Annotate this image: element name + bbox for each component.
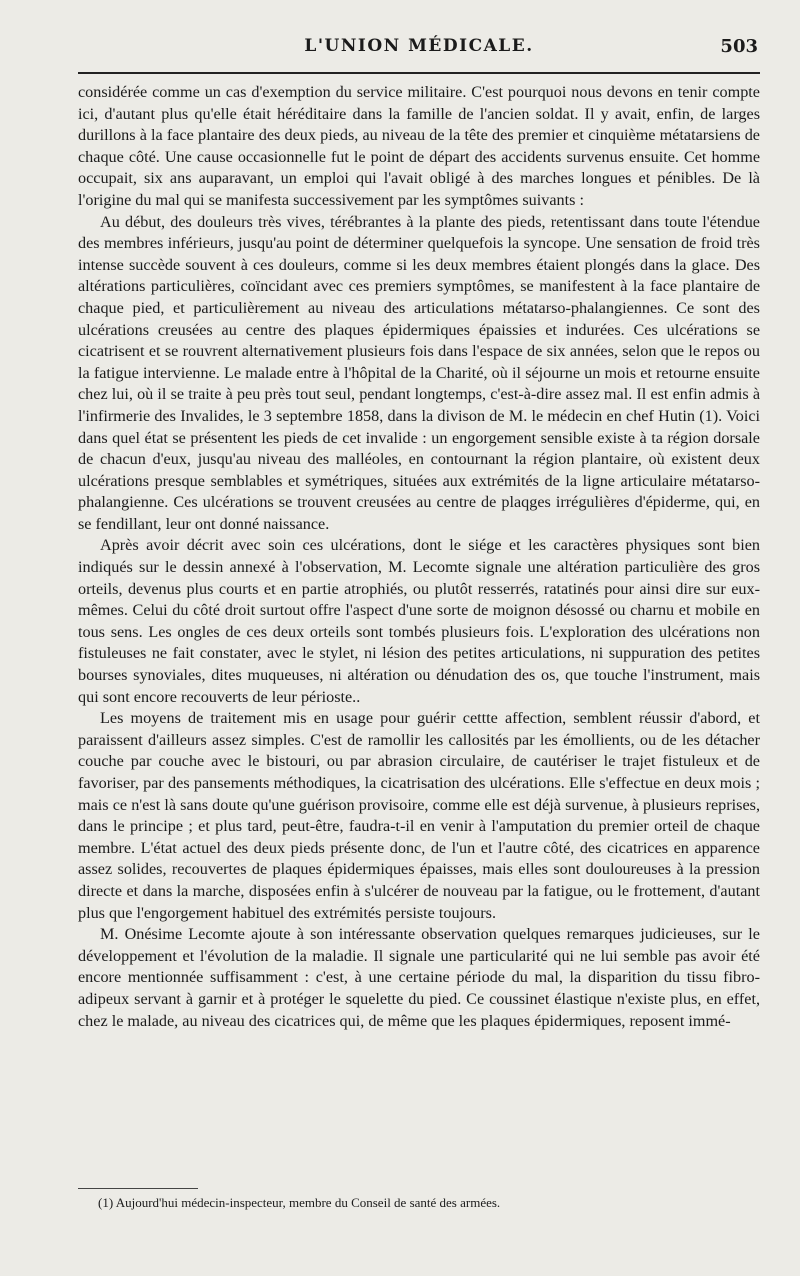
page-header bbox=[78, 30, 760, 64]
paragraph-2: Au début, des douleurs très vives, térébrantes à la plante des pieds, retentissant dans toute l'étendue des membres inférieurs, jusqu'au point de déterminer quelquefois la syncope. Une sensation de froid très intense succède souvent à ces douleurs, comme si les deux membres étaient plongés dans la glace. Des altérations particulières, coïncidant avec ces premiers symptômes, se manifestent à la face plantaire de chaque pied, et particulièrement au niveau des articulations métatarso-phalangiennes. Ce sont des ulcérations creusées au centre des plaques épidermiques épaissies et indurées. Ces ulcérations se cicatrisent et se rouvrent alternativement plusieurs fois dans l'espace de six années, selon que le repos ou la fatigue intervienne. Le malade entre à l'hôpital de la Charité, où il séjourne un mois et retourne ensuite chez lui, où il se traite à peu près tout seul, pendant longtemps, c'est-à-dire assez mal. Il est enfin admis à l'infirmerie des Invalides, le 3 septembre 1858, dans la divison de M. le médecin en chef Hutin (1). Voici dans quel état se présentent les pieds de cet invalide : un engorgement sensible existe à ta région dorsale de chacun d'eux, jusqu'au niveau des malléoles, en contournant la région plantaire, où existent deux ulcérations presque semblables et symétriques, situées aux extrémités de la ligne articulaire métatarso-phalangienne. Ces ulcérations se trouvent creusées au centre de plaqges irrégulières d'épiderme, qui, en se fendillant, leur ont donné naissance. bbox=[78, 212, 760, 533]
page-number: 503 bbox=[720, 36, 758, 57]
paragraph-1: considérée comme un cas d'exemption du service militaire. C'est pourquoi nous devons en tenir compte ici, d'autant plus qu'elle était héréditaire dans la famille de l'ancien soldat. Il y avait, enfin, de larges durillons à la face plantaire des deux pieds, au niveau de la tête des premier et cinquième métatarsiens de chaque côté. Une cause occasionnelle fut le point de départ des accidents survenus ensuite. Cet homme occupait, six ans auparavant, un emploi qui l'avait obligé à des marches longues et pénibles. De là l'origine du mal qui se manifesta successivement par les symptômes suivants : bbox=[78, 83, 760, 209]
body-text bbox=[78, 82, 760, 1032]
paragraph-5: M. Onésime Lecomte ajoute à son intéressante observation quelques remarques judicieuses, sur le développement et l'évolution de la maladie. Il signale une particularité qui ne lui semble pas avoir été encore mentionnée suffisamment : c'est, à une certaine période du mal, la disparition du tissu fibro-adipeux servant à garnir et à protéger le squelette du pied. Ce coussinet élastique n'existe plus, en effet, chez le malade, au niveau des cicatrices qui, de même que les plaques épidermiques, reposent immé- bbox=[78, 925, 760, 1030]
running-title: L'UNION MÉDICALE. bbox=[304, 36, 534, 56]
footnote-rule bbox=[78, 1188, 198, 1189]
paragraph-3: Après avoir décrit avec soin ces ulcérations, dont le siége et les caractères physiques sont bien indiqués sur le dessin annexé à l'observation, M. Lecomte signale une altération particulière des gros orteils, devenus plus courts et en partie atrophiés, ou plutôt resserrés, ratatinés pour ainsi dire sur eux-mêmes. Celui du côté droit surtout offre l'aspect d'une sorte de moignon désossé ou charnu et mobile en tous sens. Les ongles de ces deux orteils sont tombés plusieurs fois. L'exploration des ulcérations non fistuleuses ne fait constater, avec le stylet, ni lésion des petites articulations, ni suppuration des petites bourses synoviales, dites muqueuses, ni altération ou dénudation des os, que touche l'instrument, mais qui sont encore recouverts de leur périoste.. bbox=[78, 536, 760, 706]
paragraph-4: Les moyens de traitement mis en usage pour guérir cettte affection, semblent réussir d'abord, et paraissent d'ailleurs assez simples. C'est de ramollir les callosités par les émollients, ou de les détacher couche par couche avec le bistouri, ou par abrasion circulaire, de cautériser le trajet fistuleux et de favoriser, par des pansements méthodiques, la cicatrisation des ulcérations. Elle s'effectue en deux mois ; mais ce n'est là sans doute qu'une guérison provisoire, comme elle est déjà survenue, à plusieurs reprises, dans le principe ; et plus tard, peut-être, faudra-t-il en venir à l'amputation du premier orteil de chaque membre. L'état actuel des deux pieds présente donc, de l'un et l'autre côté, des cicatrices en apparence assez solides, recouvertes de plaques épidermiques épaisses, mais elles sont douloureuses à la pression directe et dans la marche, disposées enfin à s'ulcérer de nouveau par la fatigue, ou le frottement, d'autant plus que l'engorgement habituel des extrémités persiste toujours. bbox=[78, 709, 760, 922]
header-rule bbox=[78, 72, 760, 74]
footnote: (1) Aujourd'hui médecin-inspecteur, membre du Conseil de santé des armées. bbox=[98, 1195, 501, 1210]
